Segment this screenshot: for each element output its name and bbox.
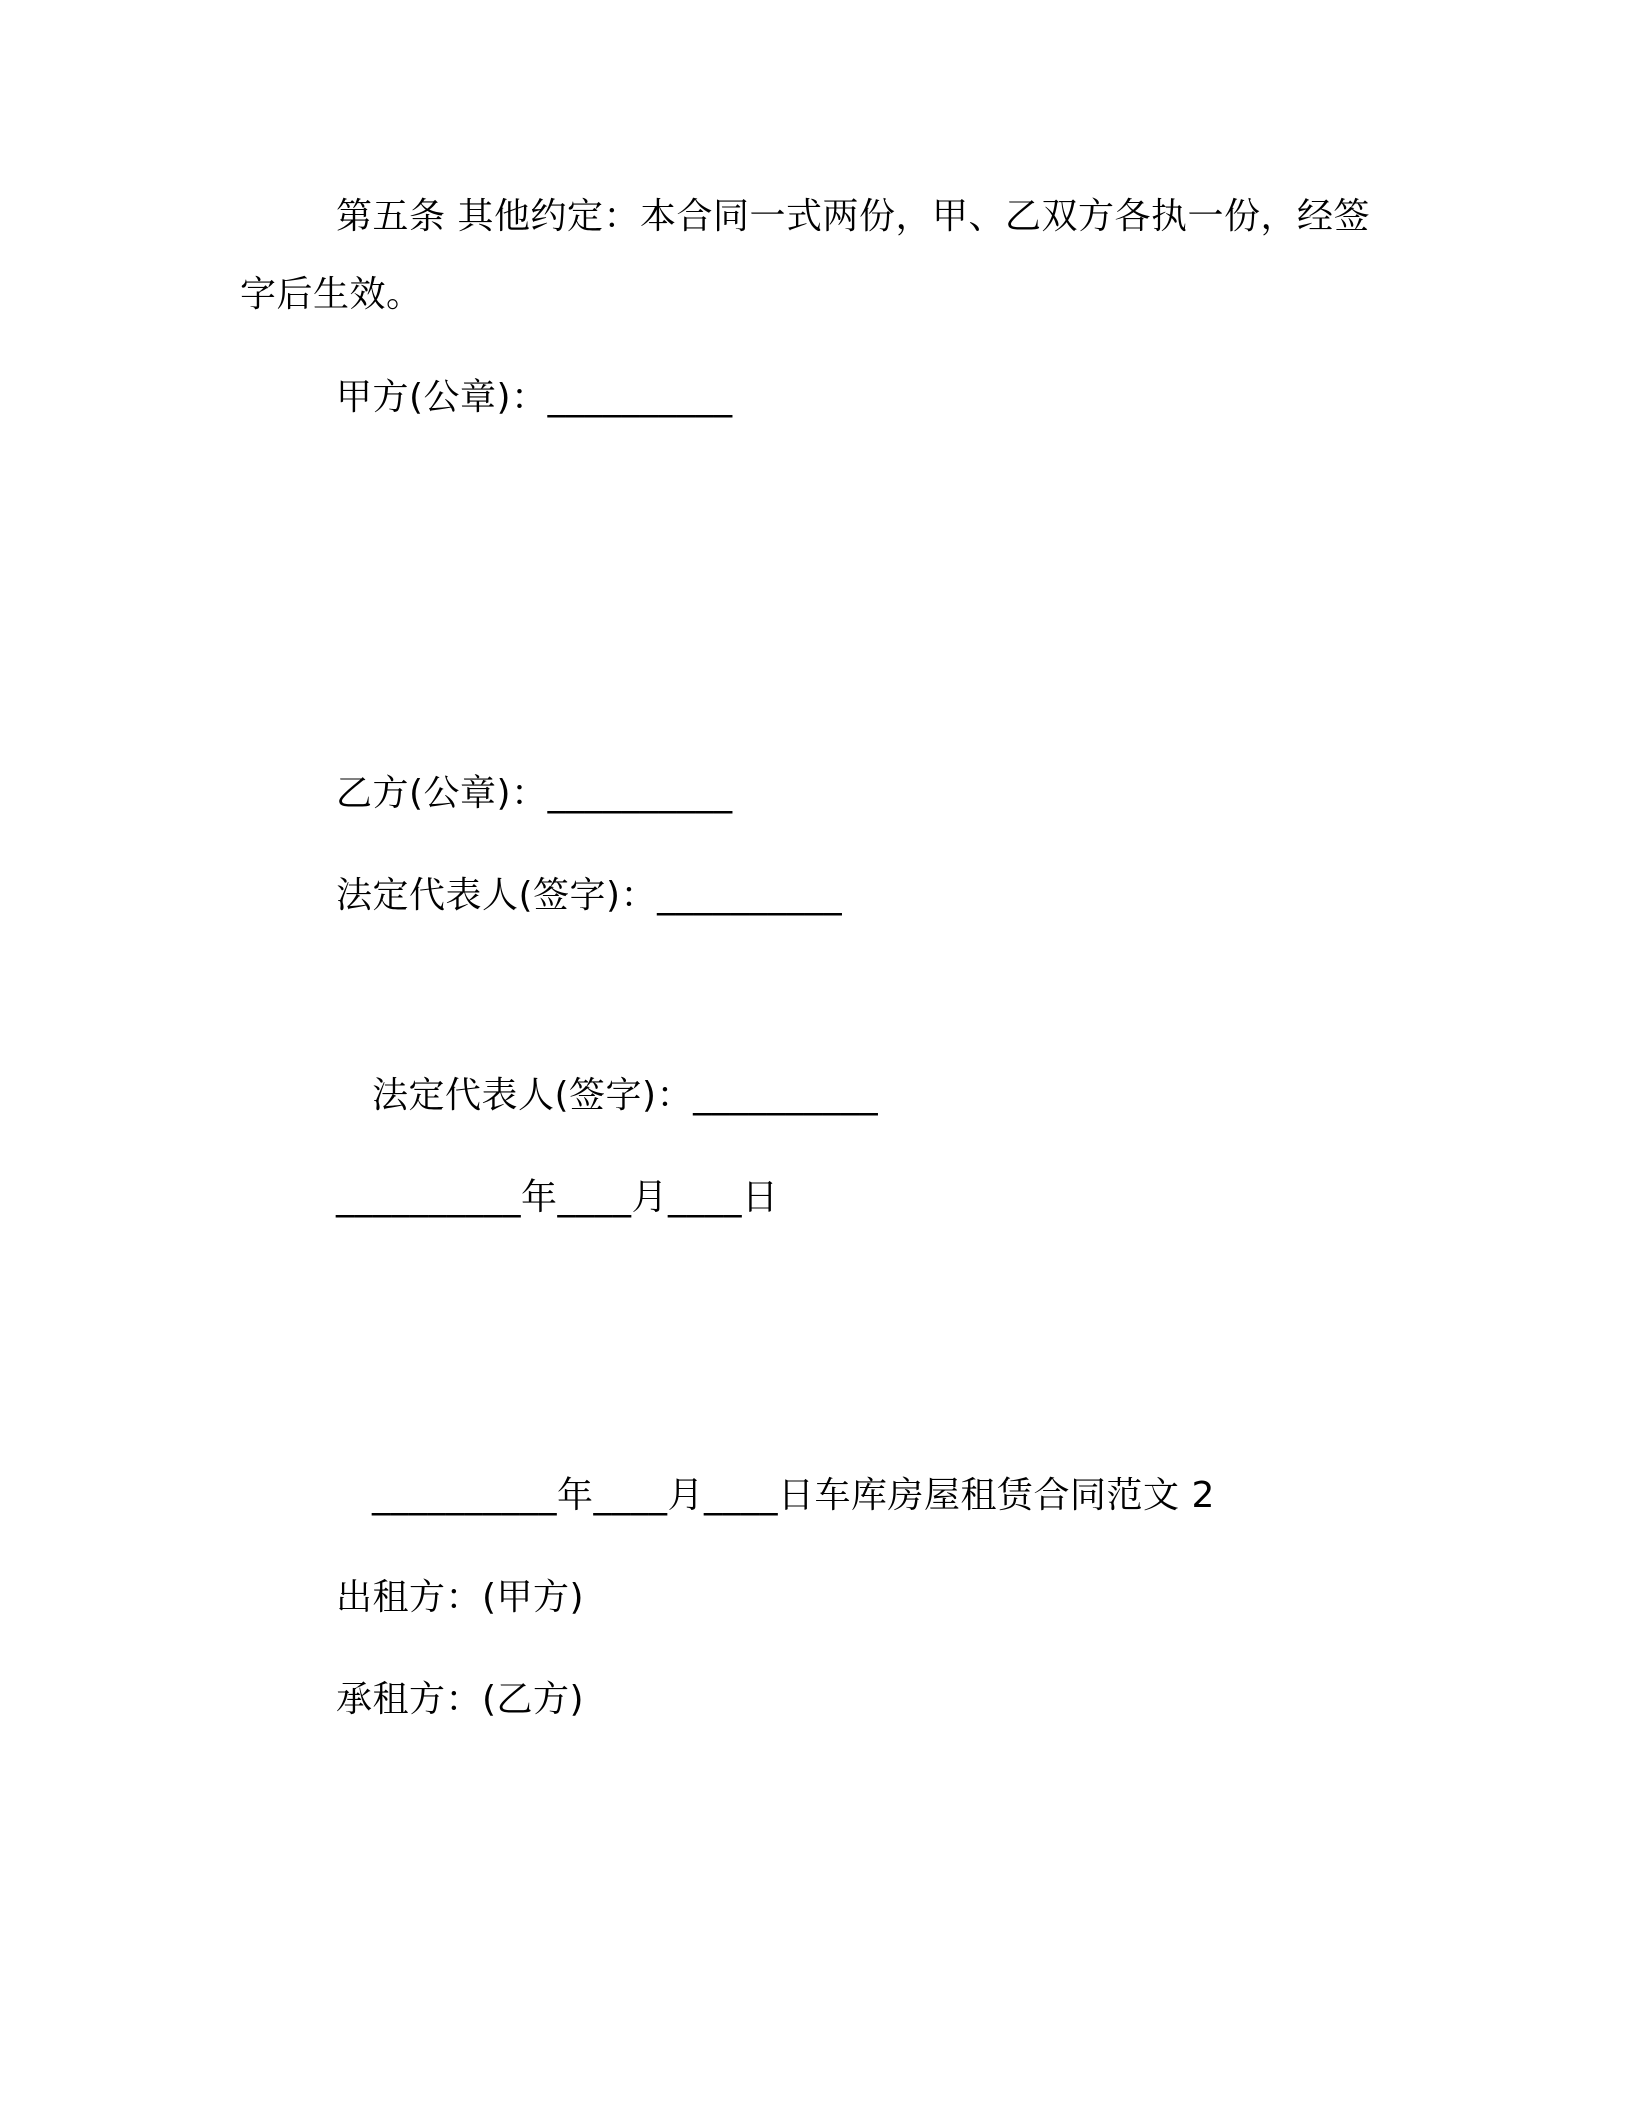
signing-date-line: __________年____月____日 — [336, 1177, 779, 1218]
contract-2-title: __________年____月____日车库房屋租赁合同范文 2 — [372, 1475, 1215, 1516]
party-a-seal-line: 甲方(公章)：__________ — [336, 377, 733, 418]
clause-5-paragraph: 第五条 其他约定：本合同一式两份，甲、乙双方各执一份，经签字后生效。 — [240, 196, 1370, 315]
legal-representative-line-1: 法定代表人(签字)：__________ — [336, 875, 843, 916]
lessee-line: 承租方：(乙方) — [336, 1679, 585, 1720]
party-b-seal-line: 乙方(公章)：__________ — [336, 773, 733, 814]
legal-representative-line-2: 法定代表人(签字)：__________ — [372, 1075, 879, 1116]
lessor-line: 出租方：(甲方) — [336, 1577, 585, 1618]
